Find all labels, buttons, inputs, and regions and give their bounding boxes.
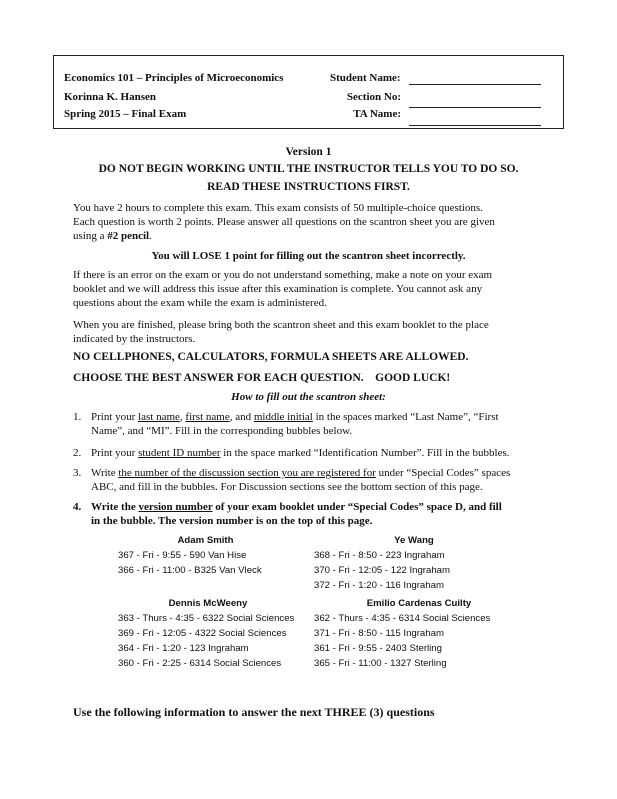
penalty-note: You will LOSE 1 point for filling out the scantron sheet incorrectly.	[151, 250, 466, 262]
exam-term: Spring 2015 – Final Exam	[64, 108, 187, 120]
section-row: 363 - Thurs - 4:35 - 6322 Social Sciences	[118, 613, 295, 624]
step-4: 4. Write the version number of your exam booklet under “Special Codes” space D, and fill in the bubble. The version number is on the top of this page.	[73, 501, 502, 527]
step-3: 3. Write the number of the discussion section you are registered for under “Special Codes” spaces ABC, and fill in the bubbles. For Discussion sections see the bottom section of this page.	[73, 467, 511, 493]
step-1: 1. Print your last name, first name, and middle initial in the spaces marked “Last Name”, “First Name”, and “MI”. Fill in the corresponding bubbles below.	[73, 411, 499, 437]
section-row: 364 - Fri - 1:20 - 123 Ingraham	[118, 643, 249, 654]
no-devices-heading: NO CELLPHONES, CALCULATORS, FORMULA SHEETS ARE ALLOWED.	[73, 351, 469, 363]
instructor-name: Korinna K. Hansen	[64, 91, 156, 103]
section-group-emilio-cardenas-cuilty	[314, 596, 524, 671]
student-name-field[interactable]	[409, 84, 541, 85]
finish-note-line: When you are finished, please bring both the scantron sheet and this exam booklet to the place	[73, 319, 489, 331]
ta-name-field[interactable]	[409, 125, 541, 126]
section-group-ye-wang	[314, 533, 514, 593]
section-row: 367 - Fri - 9:55 - 590 Van Hise	[118, 550, 247, 561]
footer-instruction: Use the following information to answer the next THREE (3) questions	[73, 705, 435, 719]
how-to-heading: How to fill out the scantron sheet:	[231, 391, 386, 403]
finish-note-line: indicated by the instructors.	[73, 333, 196, 345]
section-group-dennis-mcweeny	[118, 596, 298, 671]
section-row: 371 - Fri - 8:50 - 115 Ingraham	[314, 628, 444, 639]
intro-line: You have 2 hours to complete this exam. This exam consists of 50 multiple-choice questions.	[73, 202, 483, 214]
ta-name-label: TA Name:	[353, 108, 401, 120]
finish-note-paragraph	[73, 318, 558, 346]
section-no-field[interactable]	[409, 107, 541, 108]
section-row: 362 - Thurs - 4:35 - 6314 Social Sciences	[314, 613, 491, 624]
read-first-heading: READ THESE INSTRUCTIONS FIRST.	[207, 181, 410, 193]
error-note-line: booklet and we will address this issue after this examination is complete. You cannot ask any	[73, 283, 483, 295]
section-row: 368 - Fri - 8:50 - 223 Ingraham	[314, 550, 445, 561]
error-note-paragraph	[73, 268, 558, 310]
intro-line: using a #2 pencil.	[73, 230, 152, 242]
error-note-line: If there is an error on the exam or you do not understand something, make a note on your exam	[73, 269, 493, 281]
section-row: 372 - Fri - 1:20 - 116 Ingraham	[314, 580, 444, 591]
section-row: 370 - Fri - 12:05 - 122 Ingraham	[314, 565, 450, 576]
ta-name: Ye Wang	[394, 535, 434, 546]
ta-name: Adam Smith	[177, 535, 234, 546]
intro-paragraph	[73, 201, 558, 243]
intro-line: Each question is worth 2 points. Please answer all questions on the scantron sheet you are given	[73, 216, 495, 228]
ta-name: Emilio Cardenas Cuilty	[366, 598, 472, 609]
section-row: 365 - Fri - 11:00 - 1327 Sterling	[314, 658, 447, 669]
section-no-label: Section No:	[346, 91, 401, 103]
warning-heading: DO NOT BEGIN WORKING UNTIL THE INSTRUCTOR TELLS YOU TO DO SO.	[98, 163, 519, 175]
step-2: 2. Print your student ID number in the space marked “Identification Number”. Fill in the bubbles.	[73, 447, 510, 459]
version-label: Version 1	[285, 146, 332, 158]
choose-best-heading: CHOOSE THE BEST ANSWER FOR EACH QUESTION. GOOD LUCK!	[73, 372, 451, 384]
section-row: 366 - Fri - 11:00 - B325 Van Vleck	[118, 565, 262, 576]
course-title: Economics 101 – Principles of Microeconomics	[64, 72, 284, 84]
section-row: 361 - Fri - 9:55 - 2403 Sterling	[314, 643, 442, 654]
section-row: 360 - Fri - 2:25 - 6314 Social Sciences	[118, 658, 282, 669]
section-row: 369 - Fri - 12:05 - 4322 Social Sciences	[118, 628, 287, 639]
ta-name: Dennis McWeeny	[168, 598, 248, 609]
section-group-adam-smith	[118, 533, 293, 578]
error-note-line: questions about the exam while the exam is administered.	[73, 297, 327, 309]
student-name-label: Student Name:	[330, 72, 401, 84]
